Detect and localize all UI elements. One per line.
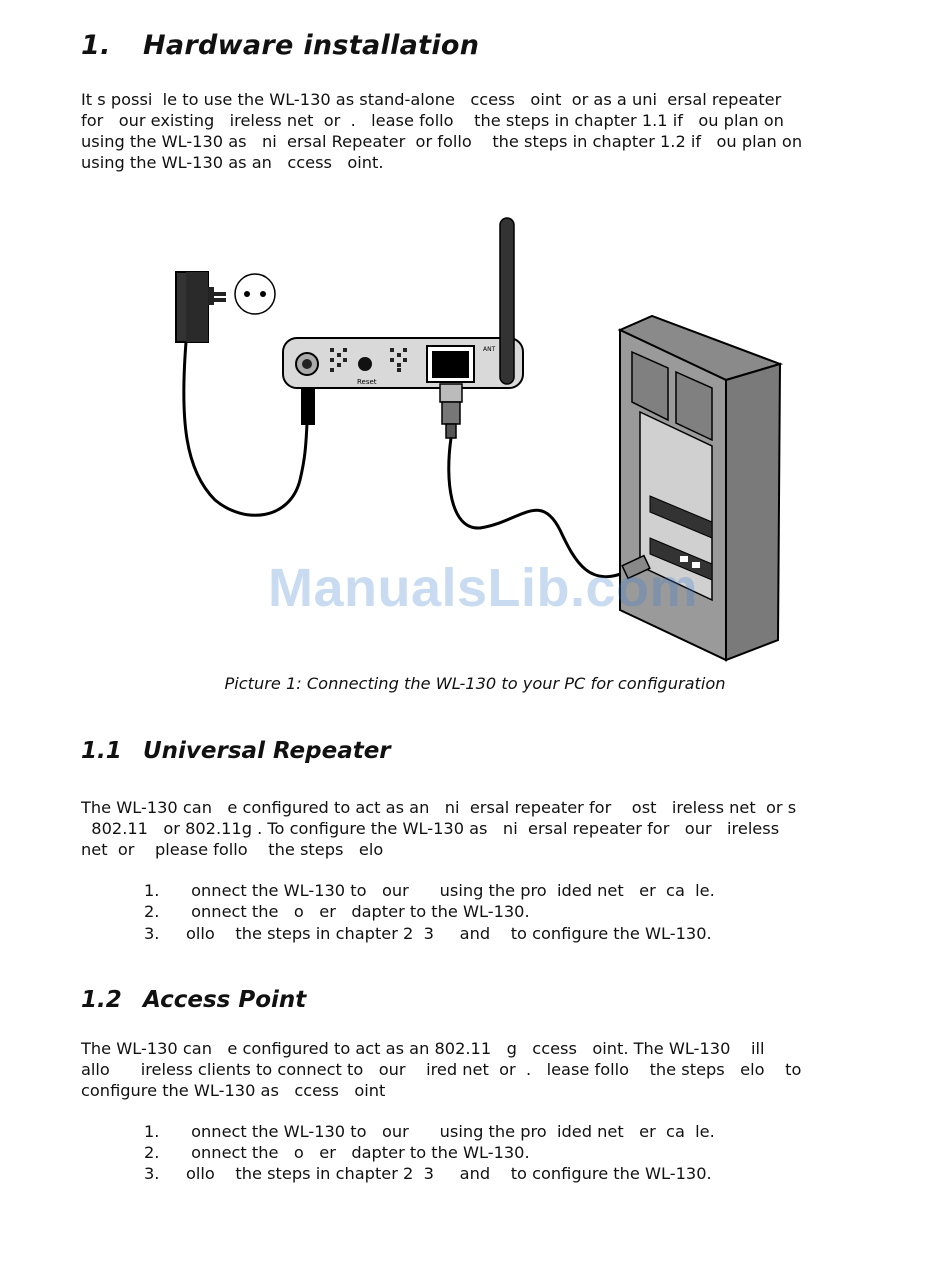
watermark: ManualsLib.com: [268, 558, 699, 618]
power-adapter-icon: [176, 272, 226, 342]
wall-socket-icon: [235, 274, 275, 314]
section-text-line: The WL-130 can e configured to act as an 802.11 g ccess oint. The WL-130 ill: [81, 1039, 765, 1058]
section-number: 1.2: [81, 987, 122, 1013]
heading-number: 1.: [81, 30, 111, 61]
list-item-text: onnect the WL-130 to our using the pro ided net er ca le.: [186, 881, 715, 900]
list-item: [144, 1164, 712, 1183]
section-heading: [81, 738, 391, 764]
reset-label: Reset: [357, 378, 377, 386]
ant-label: ANT: [483, 346, 496, 353]
intro-line: using the WL-130 as ni ersal Repeater or follo the steps in chapter 1.2 if ou plan on: [81, 132, 803, 151]
section-text-line: The WL-130 can e configured to act as an ni ersal repeater for ost ireless net or s: [81, 798, 797, 817]
section-number: 1.1: [81, 738, 122, 764]
antenna-icon: [500, 218, 514, 384]
heading-title: Hardware installation: [143, 30, 480, 61]
router-icon: [283, 338, 523, 388]
ethernet-plug-icon: [440, 384, 462, 438]
list-item-number: 1.: [144, 1122, 160, 1141]
intro-line: for our existing ireless net or . lease follo the steps in chapter 1.1 if ou plan on: [81, 111, 784, 130]
list-item: [144, 1143, 530, 1162]
list-item-text: ollo the steps in chapter 2 3 and to configure the WL-130.: [186, 924, 712, 943]
power-plug: [301, 389, 315, 425]
list-item-number: 3.: [144, 1164, 160, 1183]
list-item-text: onnect the o er dapter to the WL-130.: [186, 902, 530, 921]
list-item: [144, 1122, 715, 1141]
list-item-number: 2.: [144, 902, 160, 921]
section-text-line: allo ireless clients to connect to our ired net or . lease follo the steps elo to: [81, 1060, 802, 1079]
section-heading: [81, 987, 306, 1013]
intro-line: using the WL-130 as an ccess oint.: [81, 153, 384, 172]
figure-caption: Picture 1: Connecting the WL-130 to your PC for configuration: [224, 674, 726, 693]
section-title: Access Point: [143, 987, 307, 1013]
list-item-number: 2.: [144, 1143, 160, 1162]
list-item: [144, 902, 530, 921]
list-item: [144, 881, 715, 900]
section-text-line: 802.11 or 802.11g . To configure the WL-130 as ni ersal repeater for our ireless: [81, 819, 780, 838]
intro-line: It s possi le to use the WL-130 as stand-alone ccess oint or as a uni ersal repeater: [81, 90, 782, 109]
section-text-line: net or please follo the steps elo: [81, 840, 384, 859]
list-item: [144, 924, 712, 943]
section-title: Universal Repeater: [143, 738, 391, 764]
list-item-number: 1.: [144, 881, 160, 900]
page-heading: [81, 30, 479, 61]
section-text-line: configure the WL-130 as ccess oint: [81, 1081, 386, 1100]
list-item-text: ollo the steps in chapter 2 3 and to configure the WL-130.: [186, 1164, 712, 1183]
list-item-number: 3.: [144, 924, 160, 943]
list-item-text: onnect the WL-130 to our using the pro ided net er ca le.: [186, 1122, 715, 1141]
network-cable: [449, 438, 630, 577]
list-item-text: onnect the o er dapter to the WL-130.: [186, 1143, 530, 1162]
